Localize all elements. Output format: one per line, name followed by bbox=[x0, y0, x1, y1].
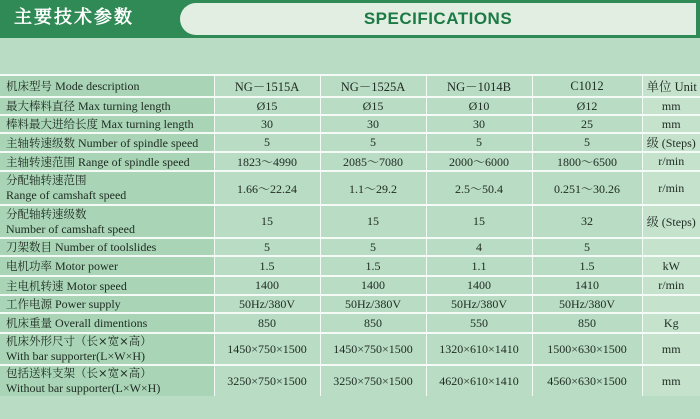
row-label-en: Max turning length bbox=[78, 99, 171, 113]
unit-cell: mm bbox=[642, 97, 700, 115]
table-row bbox=[0, 152, 700, 171]
value-cell: 3250×750×1500 bbox=[214, 365, 320, 396]
page-title-en: SPECIFICATIONS bbox=[363, 9, 513, 28]
row-label-cn: 主轴转速级数 bbox=[6, 135, 75, 150]
value-cell: 5 bbox=[320, 133, 426, 152]
value-cell: 1400 bbox=[426, 276, 532, 295]
value-cell: 550 bbox=[426, 313, 532, 333]
row-label-en: Motor speed bbox=[66, 278, 127, 293]
row-label-cn: 包括送料支架（长×宽×高） bbox=[6, 366, 152, 380]
table-row bbox=[0, 256, 700, 276]
unit-cell: mm bbox=[642, 333, 700, 365]
page-title-cn: 主要技术参数 bbox=[14, 7, 134, 28]
value-cell: 50Hz/380V bbox=[532, 295, 642, 313]
value-cell: 5 bbox=[320, 238, 426, 256]
value-cell: 1400 bbox=[320, 276, 426, 295]
row-label-cell bbox=[0, 365, 214, 396]
table-row bbox=[0, 115, 700, 133]
model-header: NG－1515A bbox=[214, 75, 320, 97]
value-cell: Ø15 bbox=[214, 97, 320, 115]
table-row bbox=[0, 97, 700, 115]
row-label-cell bbox=[0, 171, 214, 205]
value-cell: 1.1～29.2 bbox=[320, 171, 426, 205]
row-label-en: With bar supporter(L×W×H) bbox=[6, 349, 146, 363]
value-cell: 850 bbox=[532, 313, 642, 333]
value-cell: 2.5～50.4 bbox=[426, 171, 532, 205]
row-label-cell bbox=[0, 295, 214, 313]
unit-cell: Kg bbox=[642, 313, 700, 333]
value-cell: 850 bbox=[214, 313, 320, 333]
value-cell: Ø12 bbox=[532, 97, 642, 115]
row-label-cn: 分配轴转速范围 bbox=[6, 173, 87, 187]
value-cell: 5 bbox=[532, 238, 642, 256]
value-cell: 1450×750×1500 bbox=[320, 333, 426, 365]
value-cell: 30 bbox=[320, 115, 426, 133]
row-label-cell bbox=[0, 97, 214, 115]
row-label-cell bbox=[0, 276, 214, 295]
value-cell: 4560×630×1500 bbox=[532, 365, 642, 396]
value-cell: Ø15 bbox=[320, 97, 426, 115]
row-label-en: Number of spindle speed bbox=[78, 135, 199, 150]
row-label-cell bbox=[0, 238, 214, 256]
value-cell: 5 bbox=[426, 133, 532, 152]
value-cell: 1500×630×1500 bbox=[532, 333, 642, 365]
row-label-cn: 最大棒料直径 bbox=[6, 99, 75, 113]
spec-table-body bbox=[0, 75, 700, 396]
value-cell: 15 bbox=[426, 205, 532, 238]
unit-cell: mm bbox=[642, 365, 700, 396]
value-cell: 1.5 bbox=[320, 256, 426, 276]
unit-cell: r/min bbox=[642, 152, 700, 171]
value-cell: Ø10 bbox=[426, 97, 532, 115]
value-cell: 5 bbox=[532, 133, 642, 152]
value-cell: 1823～4990 bbox=[214, 152, 320, 171]
value-cell: 1.66～22.24 bbox=[214, 171, 320, 205]
row-label-en: Number of toolslides bbox=[55, 240, 157, 254]
spec-table bbox=[0, 74, 700, 396]
value-cell: 1320×610×1410 bbox=[426, 333, 532, 365]
row-label-cn: 主电机转速 bbox=[6, 278, 64, 293]
row-label-en: Power supply bbox=[55, 297, 121, 311]
table-row bbox=[0, 171, 700, 205]
row-label-cell bbox=[0, 152, 214, 171]
unit-cell: r/min bbox=[642, 171, 700, 205]
row-label-en: Number of camshaft speed bbox=[6, 221, 135, 236]
unit-cell: 级 (Steps) bbox=[642, 205, 700, 238]
row-label-cell bbox=[0, 133, 214, 152]
value-cell: 5 bbox=[214, 238, 320, 256]
table-row bbox=[0, 365, 700, 396]
model-header: NG－1014B bbox=[426, 75, 532, 97]
row-label-en: Range of spindle speed bbox=[78, 154, 190, 169]
unit-cell bbox=[642, 238, 700, 256]
table-row bbox=[0, 276, 700, 295]
value-cell: 2000～6000 bbox=[426, 152, 532, 171]
value-cell: 50Hz/380V bbox=[426, 295, 532, 313]
value-cell: 1.5 bbox=[532, 256, 642, 276]
table-row bbox=[0, 313, 700, 333]
value-cell: 1800～6500 bbox=[532, 152, 642, 171]
table-header-row bbox=[0, 75, 700, 97]
header-label-cell bbox=[0, 75, 214, 97]
row-label-cn: 机床外形尺寸（长×宽×高） bbox=[6, 334, 152, 348]
header-label-en: Mode description bbox=[55, 79, 140, 93]
header-panel bbox=[180, 3, 696, 35]
value-cell: 1450×750×1500 bbox=[214, 333, 320, 365]
value-cell: 5 bbox=[214, 133, 320, 152]
model-header: C1012 bbox=[532, 75, 642, 97]
table-row bbox=[0, 333, 700, 365]
unit-cell: 级 (Steps) bbox=[642, 133, 700, 152]
row-label-cn: 机床重量 bbox=[6, 316, 52, 330]
row-label-cell bbox=[0, 115, 214, 133]
value-cell: 4 bbox=[426, 238, 532, 256]
row-label-cn: 棒料最大进给长度 bbox=[6, 117, 98, 131]
value-cell: 1.5 bbox=[214, 256, 320, 276]
value-cell: 0.251～30.26 bbox=[532, 171, 642, 205]
row-label-cell bbox=[0, 256, 214, 276]
row-label-en: Range of camshaft speed bbox=[6, 188, 127, 202]
row-label-cell bbox=[0, 333, 214, 365]
row-label-en: Motor power bbox=[55, 259, 118, 273]
unit-cell: r/min bbox=[642, 276, 700, 295]
row-label-cn: 刀架数目 bbox=[6, 240, 52, 254]
value-cell: 1400 bbox=[214, 276, 320, 295]
row-label-en: Max turning length bbox=[101, 117, 194, 131]
value-cell: 4620×610×1410 bbox=[426, 365, 532, 396]
table-row bbox=[0, 133, 700, 152]
value-cell: 50Hz/380V bbox=[214, 295, 320, 313]
row-label-cell bbox=[0, 313, 214, 333]
value-cell: 50Hz/380V bbox=[320, 295, 426, 313]
value-cell: 30 bbox=[214, 115, 320, 133]
value-cell: 32 bbox=[532, 205, 642, 238]
table-row bbox=[0, 205, 700, 238]
row-label-cn: 分配轴转速级数 bbox=[6, 206, 87, 221]
unit-cell: mm bbox=[642, 115, 700, 133]
row-label-en: Without bar supporter(L×W×H) bbox=[6, 381, 161, 395]
value-cell: 1.1 bbox=[426, 256, 532, 276]
value-cell: 15 bbox=[320, 205, 426, 238]
header-bar bbox=[0, 0, 700, 38]
unit-header: 单位 Unit bbox=[642, 75, 700, 97]
unit-cell bbox=[642, 295, 700, 313]
value-cell: 2085～7080 bbox=[320, 152, 426, 171]
row-label-cn: 电机功率 bbox=[6, 259, 52, 273]
header-label-cn: 机床型号 bbox=[6, 79, 52, 93]
row-label-cell bbox=[0, 205, 214, 238]
header-gap bbox=[0, 38, 700, 74]
table-row bbox=[0, 238, 700, 256]
value-cell: 3250×750×1500 bbox=[320, 365, 426, 396]
row-label-en: Overall dimentions bbox=[55, 316, 148, 330]
model-header: NG－1525A bbox=[320, 75, 426, 97]
table-row bbox=[0, 295, 700, 313]
value-cell: 850 bbox=[320, 313, 426, 333]
value-cell: 1410 bbox=[532, 276, 642, 295]
row-label-cn: 工作电源 bbox=[6, 297, 52, 311]
value-cell: 15 bbox=[214, 205, 320, 238]
value-cell: 25 bbox=[532, 115, 642, 133]
row-label-cn: 主轴转速范围 bbox=[6, 154, 75, 169]
unit-cell: kW bbox=[642, 256, 700, 276]
value-cell: 30 bbox=[426, 115, 532, 133]
